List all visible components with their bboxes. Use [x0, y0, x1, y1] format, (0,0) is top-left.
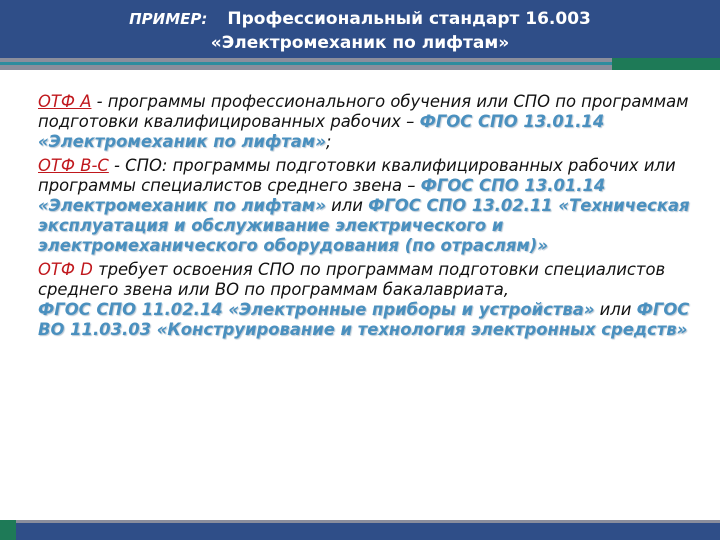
otf-bc-text: - СПО: программы подготовки квалифицированных рабочих или программы специалистов среднего звена – — [38, 156, 676, 195]
stripe-green-block — [612, 58, 720, 70]
otf-d-code: ОТФ D — [38, 260, 93, 279]
otf-d-text: требует освоения СПО по программам подготовки специалистов среднего звена или ВО по программам бакалавриата, — [38, 260, 666, 299]
otf-a-code: ОТФ А — [38, 92, 92, 111]
header-title: Профессиональный стандарт 16.003 — [227, 9, 591, 29]
otf-a-text: - программы профессионального обучения или СПО по программам подготовки квалифицированных рабочих – — [38, 92, 689, 131]
otf-bc-fgos-1: ФГОС СПО 13.01.14 «Электромеханик по лифтам» — [38, 176, 606, 215]
otf-d-or: или — [594, 300, 637, 319]
header-prefix: ПРИМЕР: — [129, 10, 208, 28]
otf-bc-fgos-2: ФГОС СПО 13.02.11 «Техническая эксплуатация и обслуживание электрического и электромеханического оборудования (по отраслям)» — [38, 196, 690, 255]
paragraph-otf-bc — [38, 156, 706, 256]
otf-a-fgos: ФГОС СПО 13.01.14 «Электромеханик по лифтам» — [38, 112, 605, 151]
header-decorative-stripe — [0, 58, 720, 70]
paragraph-otf-d — [38, 260, 706, 340]
footer-green-block — [0, 520, 16, 540]
paragraph-otf-a — [38, 92, 706, 152]
otf-d-fgos-2: ФГОС ВО 11.03.03 «Конструирование и технология электронных средств» — [38, 300, 690, 339]
otf-bc-code: ОТФ В-С — [38, 156, 109, 175]
header-line-1 — [0, 8, 720, 31]
header-subtitle: «Электромеханик по лифтам» — [210, 33, 510, 53]
otf-d-fgos-1: ФГОС СПО 11.02.14 «Электронные приборы и устройства» — [38, 300, 595, 319]
otf-bc-or: или — [325, 196, 369, 215]
otf-a-tail: ; — [325, 132, 332, 151]
slide-header — [0, 0, 720, 58]
slide-content — [38, 92, 706, 344]
footer-decorative-stripe — [0, 520, 720, 540]
footer-gray-rule — [0, 520, 720, 523]
